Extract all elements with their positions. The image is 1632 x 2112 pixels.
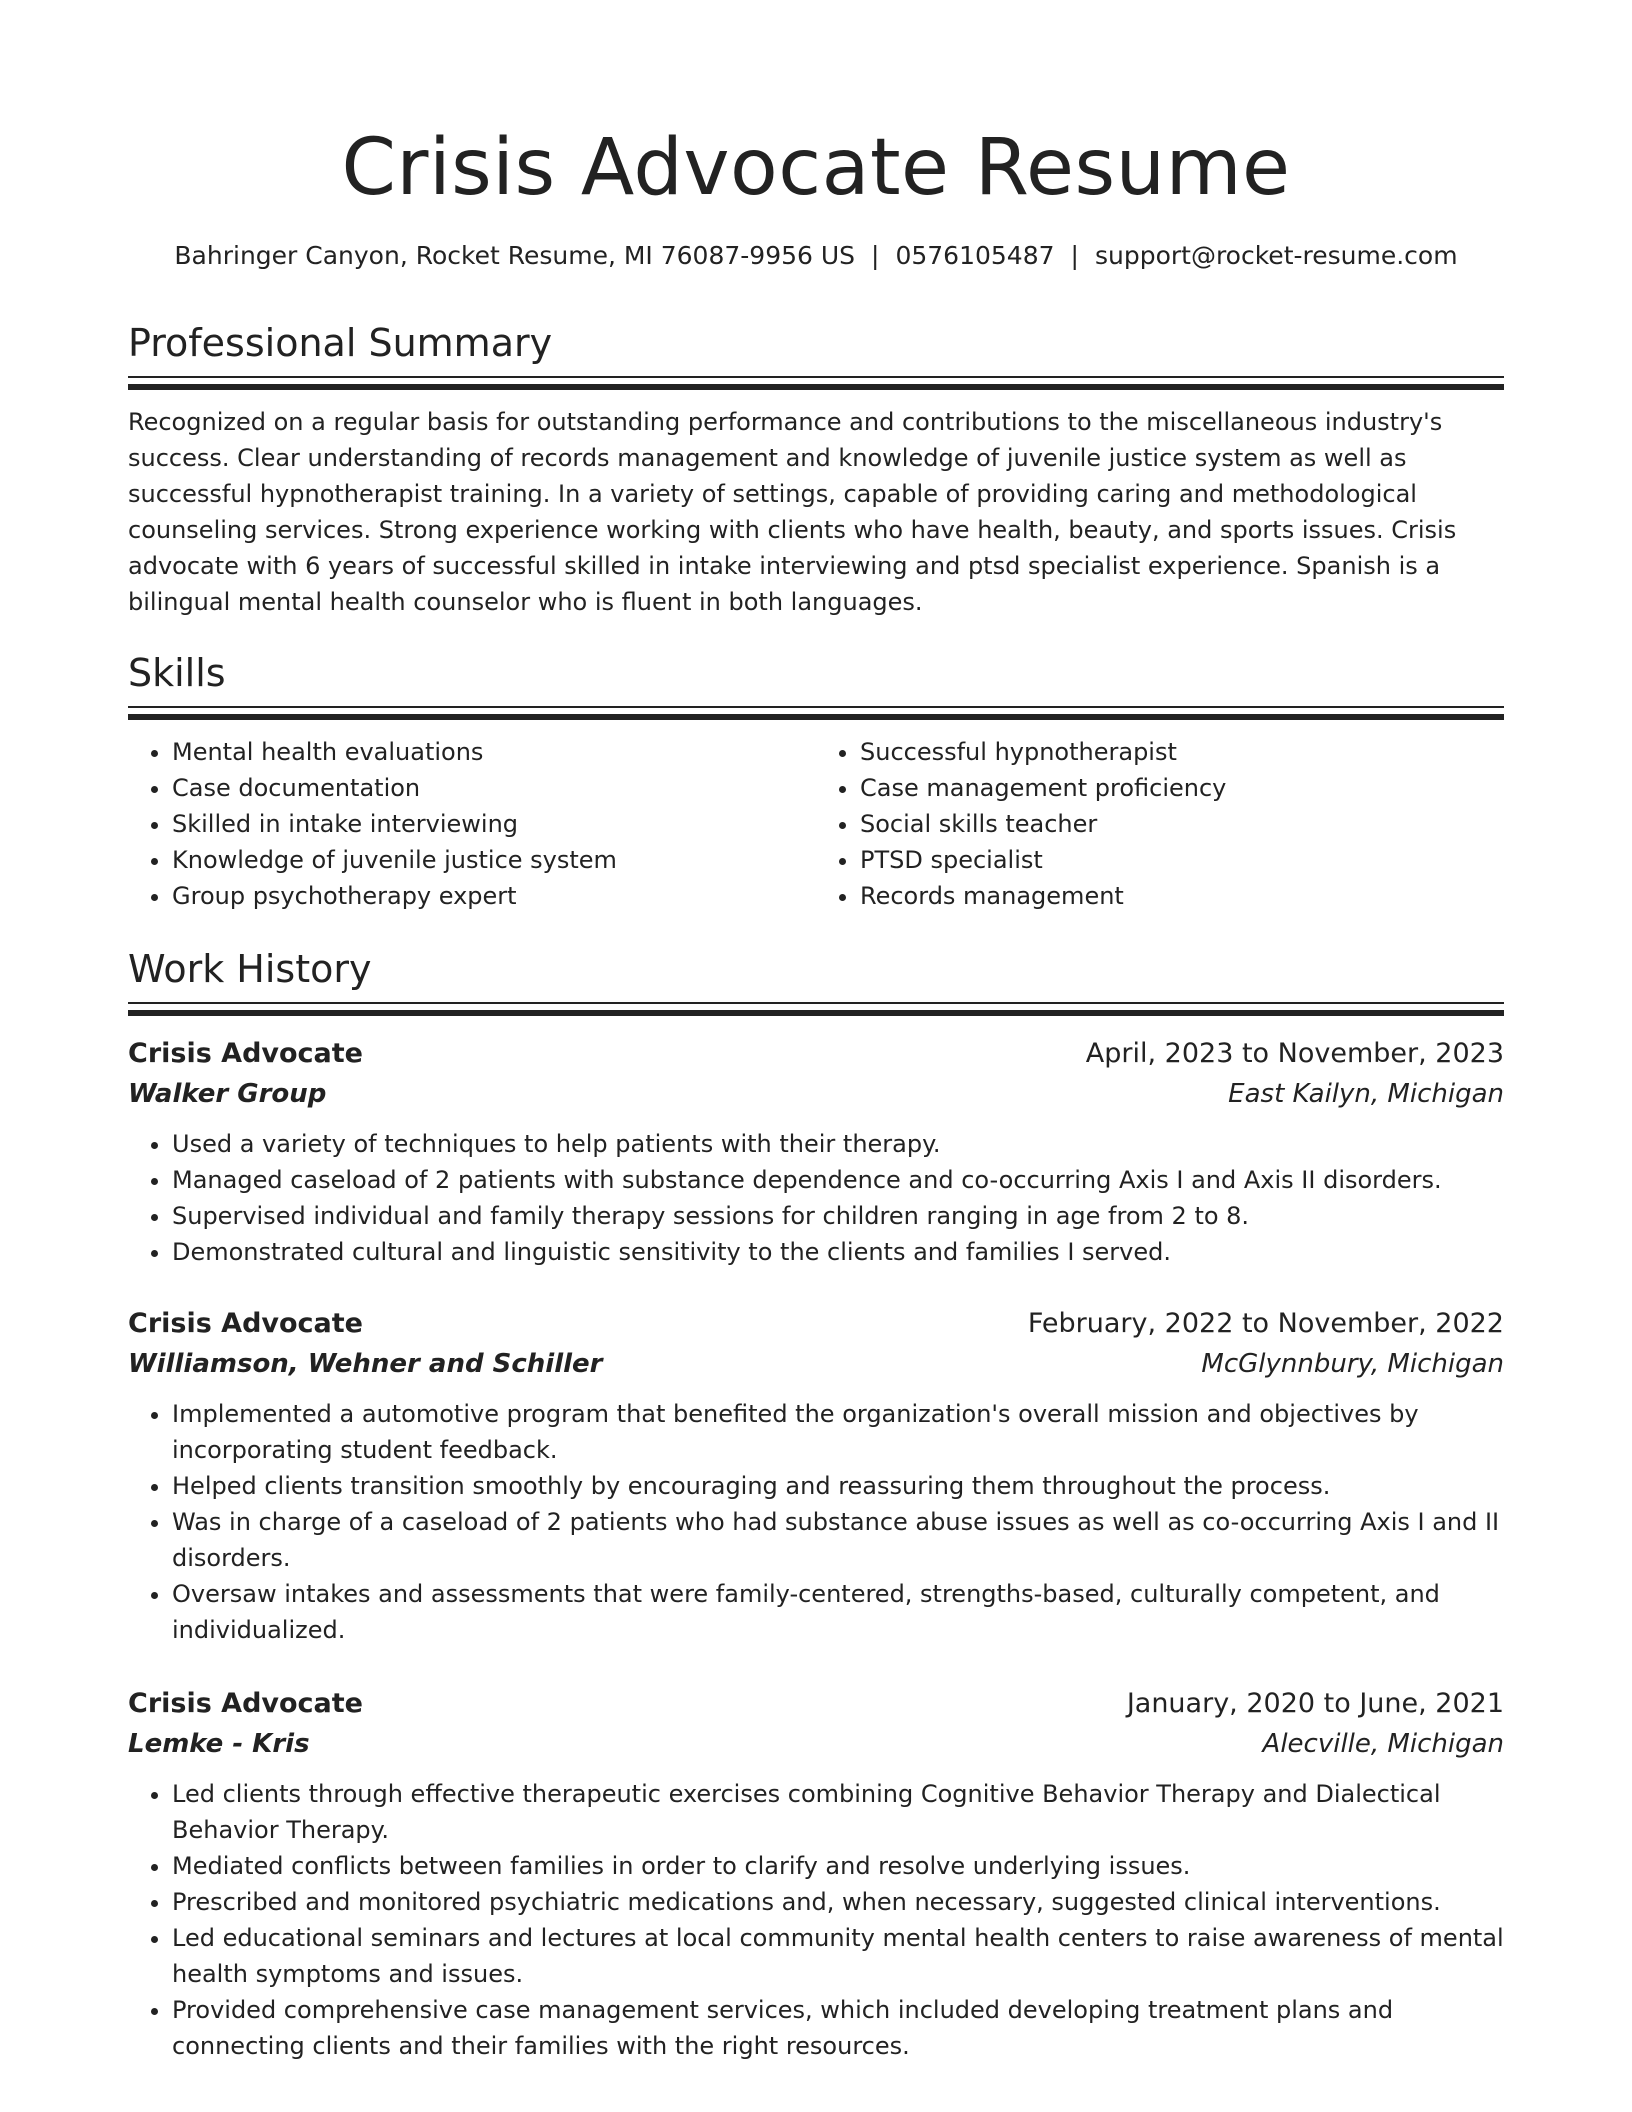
job-title: Crisis Advocate [128, 1688, 363, 1719]
job-company-row [128, 1344, 1504, 1384]
skill-item: • PTSD specialist [860, 842, 1504, 878]
job-bullet: • Led clients through effective therapeutic exercises combining Cognitive Behavior Therapy and Dialectical Behavior Therapy. [172, 1776, 1504, 1848]
summary-section [128, 318, 1504, 620]
skills-heading: Skills [128, 651, 226, 695]
work-history-heading: Work History [128, 947, 372, 991]
section-divider [128, 714, 1504, 720]
job-dates: February, 2022 to November, 2022 [1027, 1308, 1504, 1339]
job-title: Crisis Advocate [128, 1038, 363, 1069]
job-dates: April, 2023 to November, 2023 [1085, 1038, 1504, 1069]
job-company: Walker Group [128, 1079, 327, 1109]
contact-line [128, 238, 1504, 274]
job-dates: January, 2020 to June, 2021 [1126, 1688, 1504, 1719]
job-header-row [128, 1034, 1504, 1074]
job-header-row [128, 1304, 1504, 1344]
job-entry [128, 1684, 1504, 2064]
skill-item: • Records management [860, 878, 1504, 914]
skills-columns [128, 734, 1504, 914]
skill-item: • Case documentation [172, 770, 816, 806]
skills-list-right [816, 734, 1504, 914]
job-bullets [128, 1126, 1504, 1270]
resume-title: Crisis Advocate Resume [341, 123, 1291, 213]
job-bullet: • Provided comprehensive case management services, which included developing treatment plans and connecting clients and their families with the right resources. [172, 1992, 1504, 2064]
section-divider [128, 1010, 1504, 1016]
skills-section [128, 648, 1504, 914]
summary-heading: Professional Summary [128, 321, 553, 365]
contact-email[interactable]: support@rocket-resume.com [1094, 241, 1458, 270]
job-entry [128, 1034, 1504, 1270]
contact-separator: | [871, 241, 880, 270]
job-title: Crisis Advocate [128, 1308, 363, 1339]
section-divider [128, 376, 1504, 378]
job-bullet: • Mediated conflicts between families in order to clarify and resolve underlying issues. [172, 1848, 1504, 1884]
job-bullet: • Implemented a automotive program that benefited the organization's overall mission and objectives by incorporating student feedback. [172, 1396, 1504, 1468]
job-bullet: • Supervised individual and family therapy sessions for children ranging in age from 2 to 8. [172, 1198, 1504, 1234]
job-bullets [128, 1776, 1504, 2064]
job-bullets [128, 1396, 1504, 1648]
job-company: Williamson, Wehner and Schiller [128, 1349, 603, 1379]
skill-item: • Case management proficiency [860, 770, 1504, 806]
skill-item: • Knowledge of juvenile justice system [172, 842, 816, 878]
job-bullet: • Oversaw intakes and assessments that were family-centered, strengths-based, culturally competent, and individualized. [172, 1576, 1504, 1648]
skill-item: • Social skills teacher [860, 806, 1504, 842]
section-divider [128, 706, 1504, 708]
skill-item: • Successful hypnotherapist [860, 734, 1504, 770]
skill-item: • Mental health evaluations [172, 734, 816, 770]
section-divider [128, 384, 1504, 390]
job-company: Lemke - Kris [128, 1729, 310, 1759]
skill-item: • Skilled in intake interviewing [172, 806, 816, 842]
skill-item: • Group psychotherapy expert [172, 878, 816, 914]
job-bullet: • Demonstrated cultural and linguistic sensitivity to the clients and families I served. [172, 1234, 1504, 1270]
job-bullet: • Managed caseload of 2 patients with substance dependence and co-occurring Axis I and Axis II disorders. [172, 1162, 1504, 1198]
job-location: McGlynnbury, Michigan [1201, 1349, 1504, 1379]
job-bullet: • Used a variety of techniques to help patients with their therapy. [172, 1126, 1504, 1162]
contact-address: Bahringer Canyon, Rocket Resume, MI 76087-9956 US [174, 241, 856, 270]
contact-separator: | [1070, 241, 1079, 270]
section-divider [128, 1002, 1504, 1004]
job-company-row [128, 1724, 1504, 1764]
summary-text: Recognized on a regular basis for outstanding performance and contributions to the miscellaneous industry's success. Clear understanding of records management and knowledge of juvenile justice system as well as successful hypnotherapist training. In a variety of settings, capable of providing caring and methodological counseling services. Strong experience working with clients who have health, beauty, and sports issues. Crisis advocate with 6 years of successful skilled in intake interviewing and ptsd specialist experience. Spanish is a bilingual mental health counselor who is fluent in both languages. [128, 408, 1457, 616]
job-bullet: • Led educational seminars and lectures at local community mental health centers to raise awareness of mental health symptoms and issues. [172, 1920, 1504, 1992]
job-bullet: • Prescribed and monitored psychiatric medications and, when necessary, suggested clinical interventions. [172, 1884, 1504, 1920]
skills-list-left [128, 734, 816, 914]
job-bullet: • Helped clients transition smoothly by encouraging and reassuring them throughout the process. [172, 1468, 1504, 1504]
job-header-row [128, 1684, 1504, 1724]
job-location: Alecville, Michigan [1262, 1729, 1504, 1759]
job-bullet: • Was in charge of a caseload of 2 patients who had substance abuse issues as well as co-occurring Axis I and II disorders. [172, 1504, 1504, 1576]
contact-phone: 0576105487 [895, 241, 1055, 270]
job-company-row [128, 1074, 1504, 1114]
work-history-section [128, 944, 1504, 1016]
job-entry [128, 1304, 1504, 1648]
job-location: East Kailyn, Michigan [1228, 1079, 1504, 1109]
